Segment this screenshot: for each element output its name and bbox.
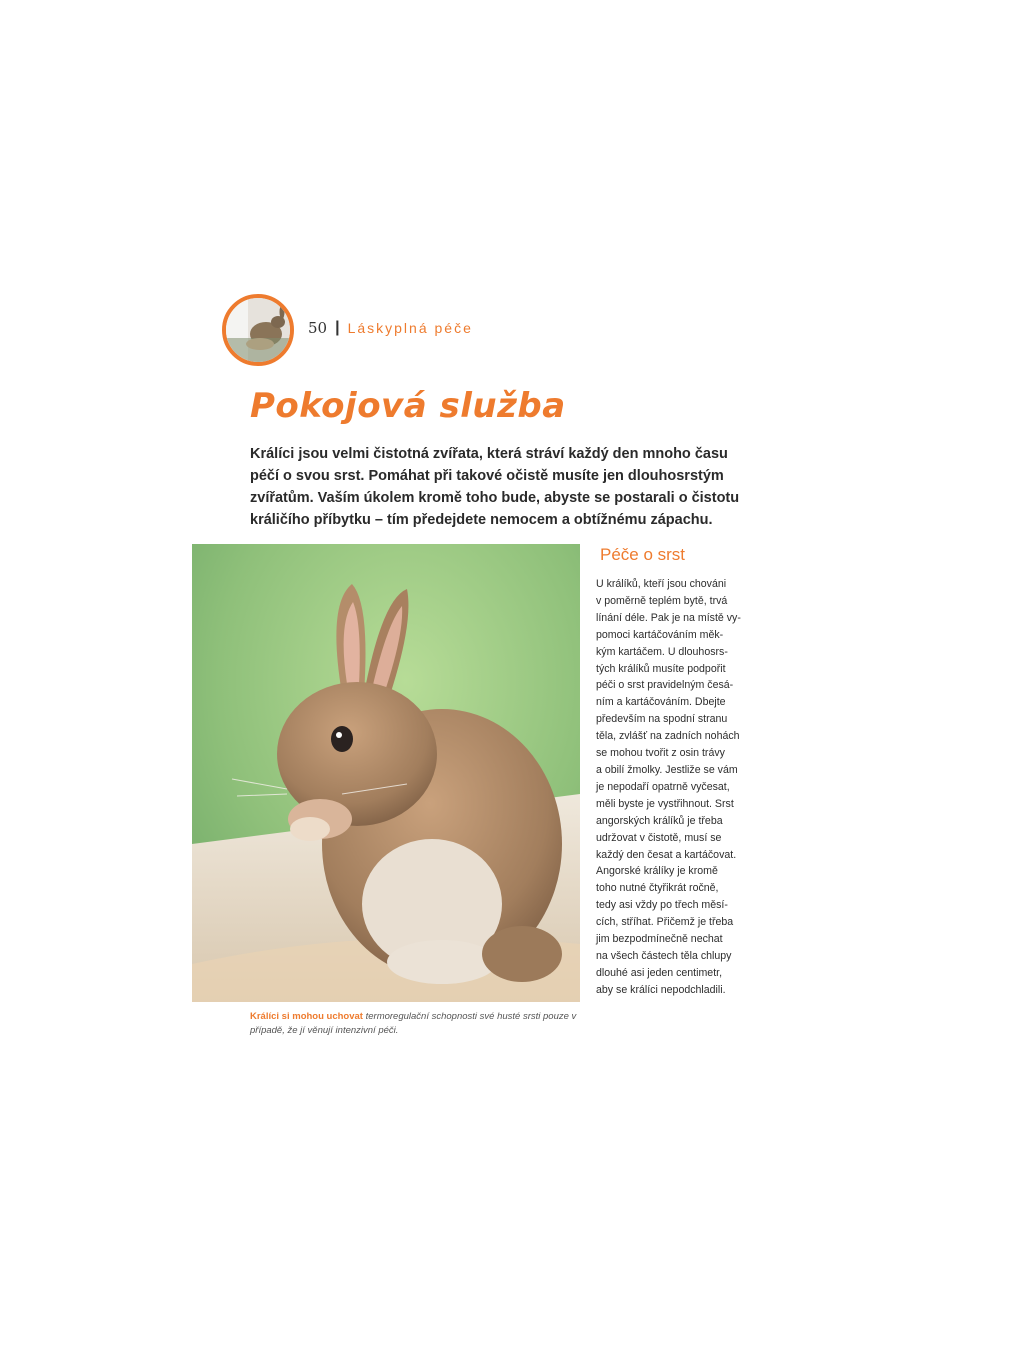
text-line: pomoci kartáčováním měk- xyxy=(596,628,724,641)
page-title: Pokojová služba xyxy=(250,386,566,426)
text-line: udržovat v čistotě, musí se xyxy=(596,831,722,844)
text-line: na všech částech těla chlupy xyxy=(596,949,732,962)
text-line: v poměrně teplém bytě, trvá xyxy=(596,594,728,607)
text-line: měli byste je vystřihnout. Srst xyxy=(596,797,734,810)
text-line: a obilí žmolky. Jestliže se vám xyxy=(596,763,738,776)
text-line: se mohou tvořit z osin trávy xyxy=(596,747,725,760)
rabbit-photo xyxy=(192,544,580,1002)
text-line: tedy asi vždy po třech měsí- xyxy=(596,899,728,912)
text-line: těla, zvlášť na zadních nohách xyxy=(596,730,740,743)
text-line: línání déle. Pak je na místě vy- xyxy=(596,611,741,624)
text-line: kým kartáčem. U dlouhosrs- xyxy=(596,645,728,658)
rabbit-illustration xyxy=(192,544,580,1002)
text-line: aby se králíci nepodchladili. xyxy=(596,983,726,996)
fur-care-paragraph xyxy=(596,576,766,999)
page-number: 50 xyxy=(308,319,328,337)
section-title: Láskyplná péče xyxy=(347,320,473,336)
text-line: jim bezpodmínečně nechat xyxy=(596,933,723,946)
text-line: Angorské králíky je kromě xyxy=(596,865,718,878)
text-line: U králíků, kteří jsou chováni xyxy=(596,578,727,590)
rabbit-hand-icon xyxy=(226,298,290,362)
caption-text: termoregulační schopnosti své husté srsti pouze v případě, že jí věnují intenzivní péči. xyxy=(250,1011,577,1036)
photo-caption xyxy=(250,1010,590,1038)
text-line: toho nutné čtyřikrát ročně, xyxy=(596,882,719,895)
text-line: každý den česat a kartáčovat. xyxy=(596,848,737,861)
text-line: je nepodaří opatrně vyčesat, xyxy=(596,780,730,793)
text-line: péči o srst pravidelným česá- xyxy=(596,679,734,692)
running-header xyxy=(308,316,473,340)
text-line: cích, stříhat. Přičemž je třeba xyxy=(596,916,734,929)
header-separator: | xyxy=(335,319,340,336)
section-heading-fur-care: Péče o srst xyxy=(600,545,686,564)
caption-lead: Králíci si mohou uchovat xyxy=(250,1011,363,1022)
text-line: ním a kartáčováním. Dbejte xyxy=(596,696,726,709)
text-line: především na spodní stranu xyxy=(596,713,728,726)
text-line: angorských králíků je třeba xyxy=(596,814,723,827)
header-rabbit-thumbnail xyxy=(222,294,294,366)
text-line: dlouhé asi jeden centimetr, xyxy=(596,966,723,979)
text-line: tých králíků musíte podpořit xyxy=(596,662,726,675)
intro-paragraph: Králíci jsou velmi čistotná zvířata, která stráví každý den mnoho času péčí o svou srst. Pomáhat při takové očistě musíte jen dlouhosrstým zvířatům. Vaším úkolem kromě toho bude, abyste se postarali o čistotu králičího příbytku – tím předejdete nemocem a obtížnému zápachu. xyxy=(250,446,740,528)
